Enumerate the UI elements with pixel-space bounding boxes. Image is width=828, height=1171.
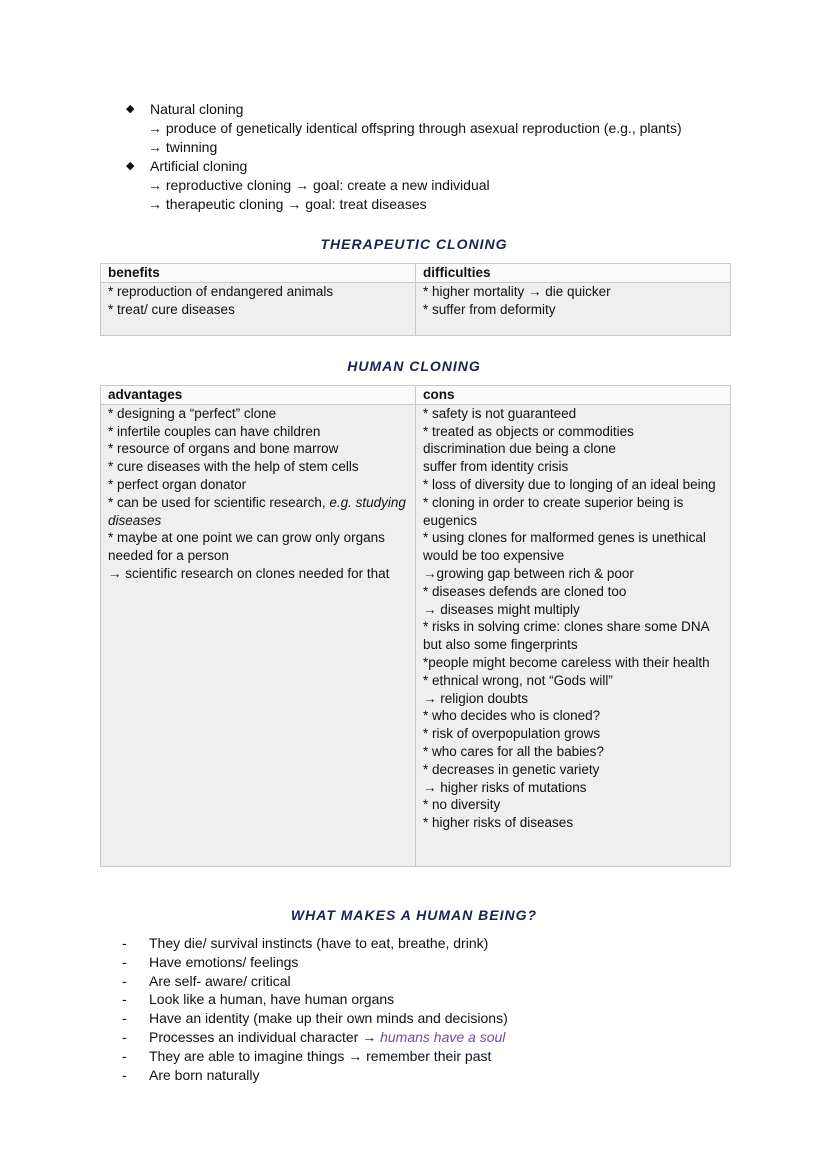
table-line [108, 494, 408, 530]
table-line: * using clones for malformed genes is unethical would be too expensive [423, 530, 706, 564]
difficulties-cell [416, 282, 731, 335]
list-item [122, 1009, 508, 1028]
table-line: * decreases in genetic variety [423, 761, 600, 777]
dash-bullet-icon: - [122, 972, 127, 989]
list-item [122, 1066, 508, 1085]
therapeutic-cloning-title: THERAPEUTIC CLONING [320, 236, 508, 252]
table-line: * ethnical wrong, not “Gods will” [423, 672, 613, 688]
sub-item: → reproductive cloning → goal: create a new individual [148, 177, 490, 193]
table-line: * infertile couples can have children [108, 423, 321, 439]
table-line: →growing gap between rich & poor [423, 565, 634, 581]
list-item [122, 953, 508, 972]
research-example: e.g. studying diseases [108, 494, 406, 528]
sub-item: → twinning [148, 139, 218, 155]
list-item [122, 972, 508, 991]
list-item [122, 1028, 508, 1047]
list-item [122, 990, 508, 1009]
table-line: * perfect organ donator [108, 476, 247, 492]
table-line: → religion doubts [423, 690, 529, 706]
advantages-cell [101, 404, 416, 866]
list-item [122, 1047, 508, 1066]
advantages-header: advantages [101, 386, 416, 405]
table-line: * cure diseases with the help of stem cells [108, 459, 359, 475]
table-line: * reproduction of endangered animals [108, 283, 334, 299]
dash-bullet-icon: - [122, 1010, 127, 1027]
therapeutic-cloning-table [100, 263, 731, 336]
sub-item: → produce of genetically identical offspring through asexual reproduction (e.g., plants) [148, 120, 682, 136]
table-line: * cloning in order to create superior being is eugenics [423, 494, 684, 528]
list-item-text: They are able to imagine things → remember their past [149, 1047, 492, 1064]
table-line: * higher risks of diseases [423, 815, 574, 831]
dash-bullet-icon: - [122, 935, 127, 951]
dash-bullet-icon: - [122, 1066, 127, 1083]
soul-emphasis: humans have a soul [380, 1028, 506, 1045]
artificial-cloning-label: Artificial cloning [150, 158, 248, 174]
benefits-cell [101, 282, 416, 335]
benefits-header: benefits [101, 264, 416, 283]
table-line: * designing a “perfect” clone [108, 405, 277, 421]
list-item-text: They die/ survival instincts (have to eat, breathe, drink) [149, 935, 489, 951]
list-item [126, 157, 682, 176]
table-line: * suffer from deformity [423, 301, 556, 317]
table-line: → higher risks of mutations [423, 779, 587, 795]
dash-bullet-icon: - [122, 953, 127, 970]
sub-item: → therapeutic cloning → goal: treat diseases [148, 196, 427, 212]
list-item-text: Are born naturally [149, 1066, 260, 1083]
natural-cloning-label: Natural cloning [150, 101, 244, 117]
table-line: * risks in solving crime: clones share some DNA but also some fingerprints [423, 619, 709, 653]
table-line: * maybe at one point we can grow only organs needed for a person [108, 530, 385, 564]
table-line: * who decides who is cloned? [423, 708, 601, 724]
list-item-text: Have an identity (make up their own minds and decisions) [149, 1010, 508, 1027]
soul-prefix: Processes an individual character → [149, 1028, 381, 1045]
list-item-text: Look like a human, have human organs [149, 991, 395, 1008]
human-cloning-title: HUMAN CLONING [347, 358, 481, 374]
research-text: * can be used for scientific research, [108, 494, 330, 510]
dash-bullet-icon: - [122, 1028, 127, 1045]
list-item-text [149, 1028, 505, 1047]
table-line: * safety is not guaranteed [423, 405, 577, 421]
cloning-types-list [126, 100, 682, 214]
table-line: * who cares for all the babies? [423, 743, 604, 759]
table-line: discrimination due being a clone [423, 441, 616, 457]
table-line: * diseases defends are cloned too [423, 583, 627, 599]
table-line: * risk of overpopulation grows [423, 726, 601, 742]
difficulties-header: difficulties [416, 264, 731, 283]
list-item [122, 934, 508, 953]
table-line: * treat/ cure diseases [108, 301, 235, 317]
list-item-text: Have emotions/ feelings [149, 953, 299, 970]
diamond-bullet-icon: ◆ [126, 103, 135, 115]
dash-bullet-icon: - [122, 1047, 127, 1064]
table-line: → scientific research on clones needed for that [108, 565, 390, 581]
table-line: * no diversity [423, 797, 501, 813]
table-line: suffer from identity crisis [423, 459, 569, 475]
diamond-bullet-icon: ◆ [126, 160, 135, 172]
human-cloning-table [100, 385, 731, 867]
cons-header: cons [416, 386, 731, 405]
table-line: → diseases might multiply [423, 601, 580, 617]
dash-bullet-icon: - [122, 991, 127, 1008]
table-line: *people might become careless with their health [423, 654, 710, 670]
table-line: * higher mortality → die quicker [423, 283, 611, 299]
table-line: * loss of diversity due to longing of an ideal being [423, 476, 716, 492]
list-item [126, 100, 682, 119]
table-line: * treated as objects or commodities [423, 423, 634, 439]
list-item-text: Are self- aware/ critical [149, 972, 291, 989]
cons-cell [416, 404, 731, 866]
human-being-list [122, 934, 508, 1084]
human-being-title: WHAT MAKES A HUMAN BEING? [290, 907, 538, 923]
table-line: * resource of organs and bone marrow [108, 441, 339, 457]
